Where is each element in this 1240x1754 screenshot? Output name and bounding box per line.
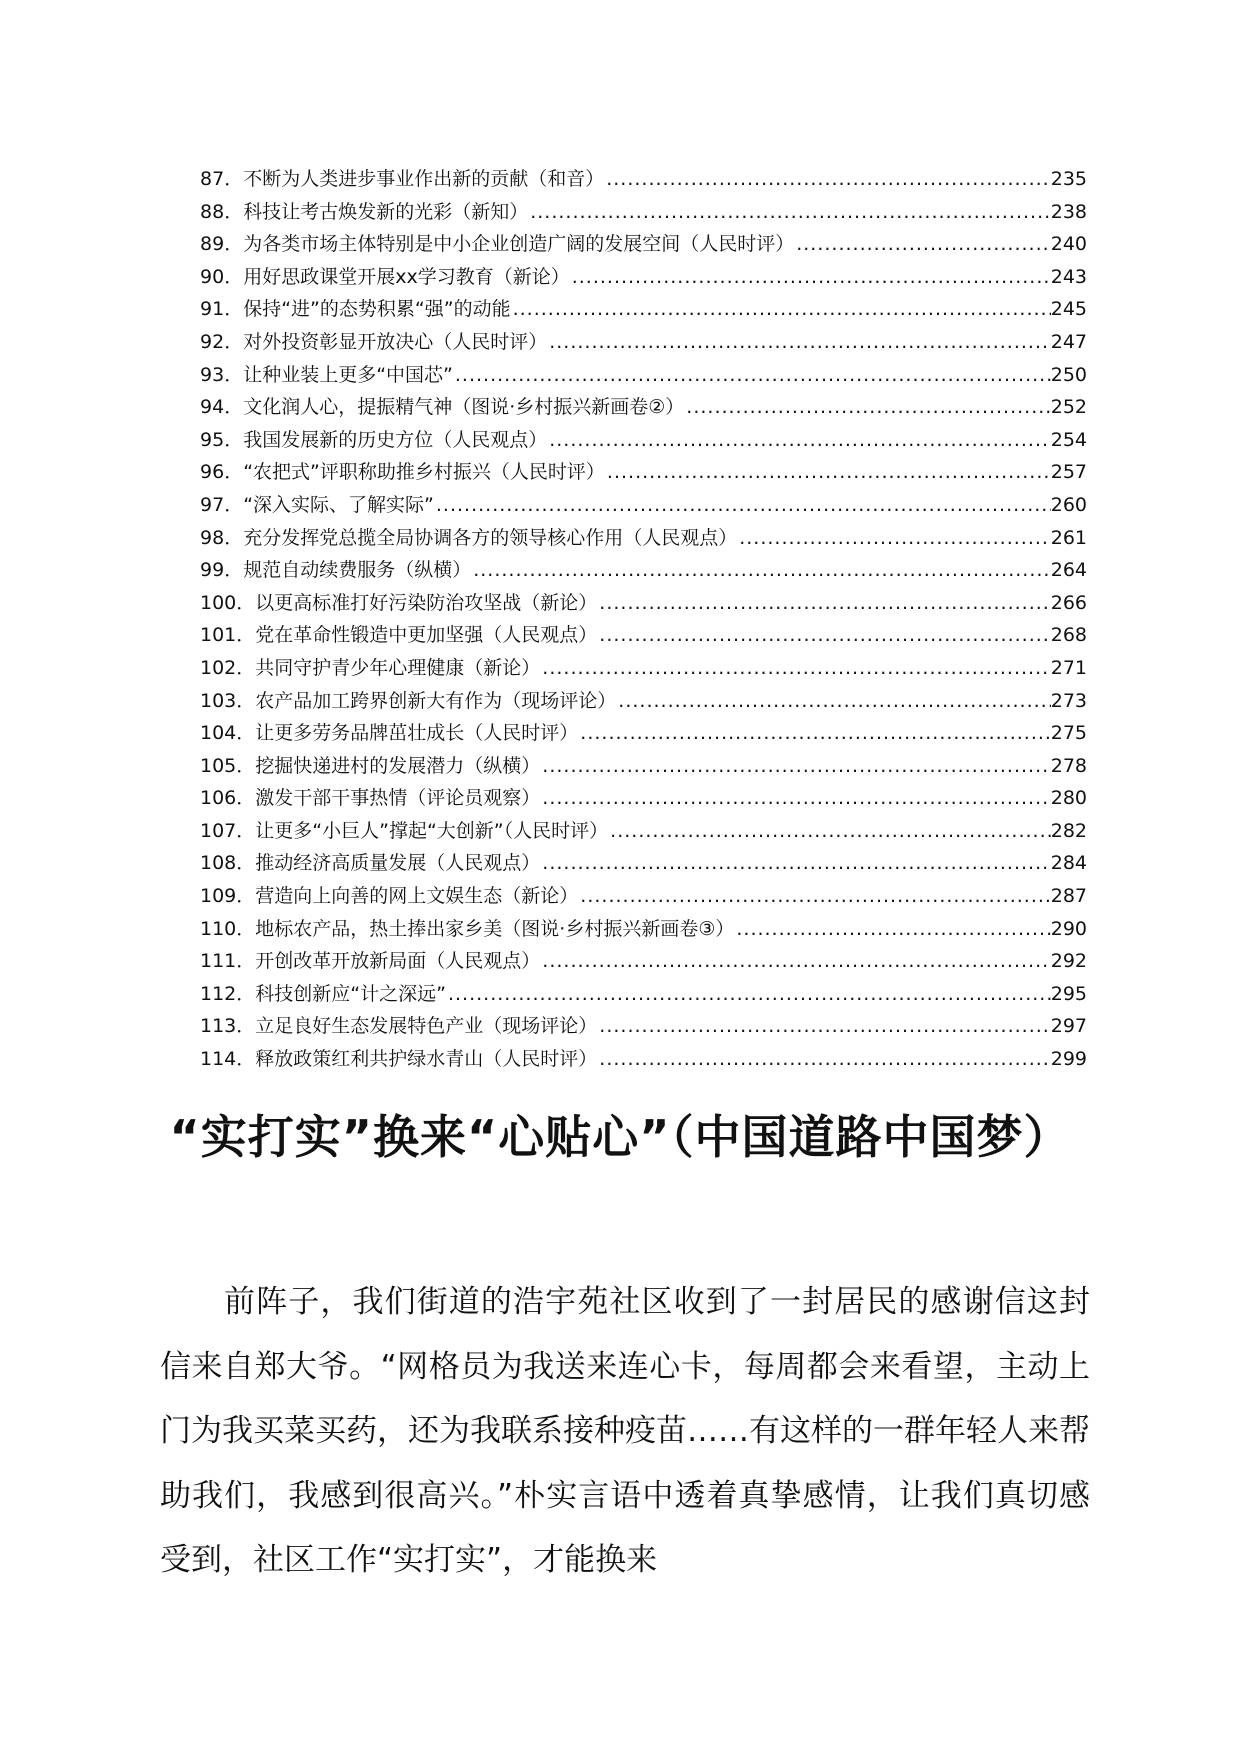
- toc-entry-title: 开创改革开放新局面（人民观点）: [255, 950, 541, 973]
- toc-entry-page: 292: [1050, 950, 1087, 973]
- toc-entry-title: 推动经济高质量发展（人民观点）: [255, 852, 541, 875]
- toc-leader-dots: [434, 489, 1051, 522]
- toc-entry-number: 106: [200, 787, 237, 810]
- toc-entry[interactable]: [200, 847, 1087, 880]
- toc-entry-separator: ．: [224, 168, 244, 190]
- toc-entry-title: 文化润人心，提振精气神（图说·乡村振兴新画卷②）: [243, 396, 685, 419]
- toc-entry-title: 充分发挥党总揽全局协调各方的领导核心作用（人民观点）: [243, 526, 738, 549]
- toc-entry-number: 114: [200, 1048, 237, 1071]
- toc-entry-number: 87: [200, 168, 225, 190]
- toc-entry[interactable]: [200, 456, 1087, 489]
- toc-leader-dots: [794, 228, 1051, 261]
- toc-entry-page: 240: [1050, 233, 1087, 256]
- toc-entry-separator: ．: [224, 461, 244, 484]
- toc-entry-separator: ．: [236, 722, 256, 745]
- toc-entry[interactable]: [200, 880, 1087, 913]
- toc-entry[interactable]: [200, 815, 1087, 848]
- toc-entry-title: 我国发展新的历史方位（人民观点）: [243, 428, 548, 451]
- toc-entry-number: 91: [200, 298, 225, 321]
- toc-entry-page: 243: [1050, 265, 1087, 288]
- toc-entry-separator: ．: [236, 591, 256, 614]
- toc-leader-dots: [453, 359, 1051, 392]
- toc-entry-page: 280: [1050, 787, 1087, 810]
- toc-entry-separator: ．: [224, 233, 244, 256]
- toc-entry-page: 238: [1050, 200, 1087, 223]
- toc-leader-dots: [734, 913, 1050, 946]
- toc-entry[interactable]: [200, 652, 1087, 685]
- toc-entry-separator: ．: [224, 330, 244, 353]
- toc-entry-page: 235: [1050, 168, 1087, 190]
- toc-entry-page: 250: [1050, 363, 1087, 386]
- toc-entry-separator: ．: [236, 656, 256, 679]
- toc-entry[interactable]: [200, 522, 1087, 555]
- toc-entry-number: 98: [200, 526, 225, 549]
- toc-entry-separator: ．: [236, 1015, 256, 1038]
- toc-entry-number: 110: [200, 917, 237, 940]
- toc-entry-separator: ．: [236, 982, 256, 1005]
- toc-entry-page: 297: [1050, 1015, 1087, 1038]
- article-body: 前阵子，我们街道的浩宇苑社区收到了一封居民的感谢信这封信来自郑大爷。“网格员为我送来连心卡，每周都会来看望，主动上门为我买菜买药，还为我联系接种疫苗……有这样的一群年轻人来帮助我们，我感到很高兴。”朴实言语中透着真挚感情，让我们真切感受到，社区工作“实打实”，才能换来: [160, 1284, 1090, 1578]
- toc-entry-title: “深入实际、了解实际”: [243, 493, 434, 516]
- toc-entry-number: 99: [200, 559, 225, 582]
- toc-entry[interactable]: [200, 782, 1087, 815]
- toc-entry-number: 92: [200, 330, 225, 353]
- toc-entry-number: 101: [200, 624, 237, 647]
- toc-entry-number: 96: [200, 461, 225, 484]
- toc-entry[interactable]: [200, 978, 1087, 1011]
- toc-entry-page: 287: [1050, 885, 1087, 908]
- toc-entry-title: 科技创新应“计之深远”: [255, 982, 446, 1005]
- toc-leader-dots: [446, 978, 1051, 1011]
- toc-entry-page: 299: [1050, 1048, 1087, 1071]
- toc-entry-title: 不断为人类进步事业作出新的贡献（和音）: [243, 168, 605, 190]
- toc-entry-number: 103: [200, 689, 237, 712]
- toc-entry-page: 260: [1050, 493, 1087, 516]
- toc-entry-separator: ．: [236, 917, 256, 940]
- toc-leader-dots: [540, 750, 1050, 783]
- toc-entry-separator: ．: [236, 1048, 256, 1071]
- article-title: “实打实”换来“心贴心”（中国道路中国梦）: [169, 1110, 1071, 1164]
- toc-leader-dots: [547, 424, 1051, 457]
- toc-entry[interactable]: [200, 1043, 1087, 1076]
- toc-entry-separator: ．: [236, 852, 256, 875]
- toc-leader-dots: [471, 554, 1051, 587]
- toc-entry-number: 108: [200, 852, 237, 875]
- toc-leader-dots: [540, 847, 1050, 880]
- toc-leader-dots: [597, 619, 1050, 652]
- toc-leader-dots: [528, 196, 1051, 229]
- toc-entry[interactable]: [200, 163, 1087, 196]
- toc-entry[interactable]: [200, 391, 1087, 424]
- toc-leader-dots: [511, 293, 1051, 326]
- toc-entry-separator: ．: [224, 363, 244, 386]
- toc-entry-title: 立足良好生态发展特色产业（现场评论）: [255, 1015, 598, 1038]
- toc-entry-title: 让更多“小巨人”撑起“大创新”（人民时评）: [255, 819, 609, 842]
- toc-leader-dots: [604, 163, 1051, 196]
- toc-entry-separator: ．: [224, 493, 244, 516]
- toc-entry-title: 保持“进”的态势积累“强”的动能: [243, 298, 511, 321]
- toc-entry-title: 共同守护青少年心理健康（新论）: [255, 656, 541, 679]
- toc-entry-number: 102: [200, 656, 237, 679]
- toc-entry-separator: ．: [224, 298, 244, 321]
- toc-entry-page: 271: [1050, 656, 1087, 679]
- toc-entry-page: 257: [1050, 461, 1087, 484]
- toc-entry[interactable]: [200, 750, 1087, 783]
- table-of-contents: [200, 163, 1087, 1076]
- toc-entry-title: 地标农产品，热土捧出家乡美（图说·乡村振兴新画卷③）: [255, 917, 735, 940]
- toc-entry-separator: ．: [236, 819, 256, 842]
- toc-entry-separator: ．: [236, 950, 256, 973]
- toc-leader-dots: [540, 945, 1050, 978]
- toc-entry-page: 247: [1050, 330, 1087, 353]
- toc-entry-separator: ．: [236, 624, 256, 647]
- toc-leader-dots: [547, 326, 1051, 359]
- toc-entry-number: 94: [200, 396, 225, 419]
- toc-entry-number: 107: [200, 819, 237, 842]
- toc-entry-title: 让更多劳务品牌茁壮成长（人民时评）: [255, 722, 579, 745]
- toc-entry-title: 用好思政课堂开展xx学习教育（新论）: [243, 265, 570, 288]
- toc-entry-number: 97: [200, 493, 225, 516]
- toc-leader-dots: [605, 456, 1051, 489]
- toc-entry[interactable]: [200, 619, 1087, 652]
- toc-entry-number: 90: [200, 265, 225, 288]
- toc-entry[interactable]: [200, 554, 1087, 587]
- toc-entry-number: 93: [200, 363, 225, 386]
- toc-entry-number: 104: [200, 722, 237, 745]
- toc-entry-page: 264: [1050, 559, 1087, 582]
- toc-entry-separator: ．: [236, 787, 256, 810]
- toc-leader-dots: [597, 1043, 1050, 1076]
- toc-entry-number: 88: [200, 200, 225, 223]
- toc-entry-title: 规范自动续费服务（纵横）: [243, 559, 472, 582]
- toc-entry-separator: ．: [236, 689, 256, 712]
- toc-entry-page: 295: [1050, 982, 1087, 1005]
- toc-entry-title: 以更高标准打好污染防治攻坚战（新论）: [255, 591, 598, 614]
- toc-leader-dots: [597, 587, 1050, 620]
- toc-entry-page: 266: [1050, 591, 1087, 614]
- toc-entry-page: 284: [1050, 852, 1087, 875]
- toc-entry[interactable]: [200, 228, 1087, 261]
- toc-entry-number: 95: [200, 428, 225, 451]
- toc-entry-page: 290: [1050, 917, 1087, 940]
- toc-entry-separator: ．: [224, 559, 244, 582]
- toc-entry-separator: ．: [224, 428, 244, 451]
- toc-entry-page: 254: [1050, 428, 1087, 451]
- toc-leader-dots: [578, 880, 1050, 913]
- toc-entry[interactable]: [200, 424, 1087, 457]
- toc-entry-title: 对外投资彰显开放决心（人民时评）: [243, 330, 548, 353]
- toc-entry-page: 252: [1050, 396, 1087, 419]
- toc-entry[interactable]: [200, 913, 1087, 946]
- toc-entry-number: 109: [200, 885, 237, 908]
- toc-entry-number: 100: [200, 591, 237, 614]
- toc-entry-title: 为各类市场主体特别是中小企业创造广阔的发展空间（人民时评）: [243, 233, 795, 256]
- toc-entry-page: 282: [1050, 819, 1087, 842]
- toc-entry-title: 党在革命性锻造中更加坚强（人民观点）: [255, 624, 598, 647]
- toc-entry-page: 278: [1050, 754, 1087, 777]
- toc-entry-page: 273: [1050, 689, 1087, 712]
- toc-entry-title: 激发干部干事热情（评论员观察）: [255, 787, 541, 810]
- toc-entry[interactable]: [200, 685, 1087, 718]
- toc-entry[interactable]: [200, 326, 1087, 359]
- toc-leader-dots: [597, 1010, 1050, 1043]
- toc-entry-title: 营造向上向善的网上文娱生态（新论）: [255, 885, 579, 908]
- toc-leader-dots: [608, 815, 1051, 848]
- toc-leader-dots: [570, 261, 1051, 294]
- toc-leader-dots: [578, 717, 1050, 750]
- toc-leader-dots: [540, 652, 1050, 685]
- toc-leader-dots: [616, 685, 1050, 718]
- toc-entry-separator: ．: [236, 754, 256, 777]
- toc-entry-page: 245: [1050, 298, 1087, 321]
- toc-entry-page: 275: [1050, 722, 1087, 745]
- toc-entry-separator: ．: [224, 396, 244, 419]
- toc-entry-title: “农把式”评职称助推乡村振兴（人民时评）: [243, 461, 605, 484]
- toc-entry[interactable]: [200, 1010, 1087, 1043]
- toc-entry[interactable]: [200, 261, 1087, 294]
- toc-entry[interactable]: [200, 587, 1087, 620]
- toc-leader-dots: [737, 522, 1051, 555]
- toc-entry-number: 112: [200, 982, 237, 1005]
- toc-entry-page: 268: [1050, 624, 1087, 647]
- toc-entry-number: 105: [200, 754, 237, 777]
- toc-entry-page: 261: [1050, 526, 1087, 549]
- toc-entry-separator: ．: [224, 265, 244, 288]
- toc-entry-title: 释放政策红利共护绿水青山（人民时评）: [255, 1048, 598, 1071]
- toc-entry-separator: ．: [224, 200, 244, 223]
- toc-entry-number: 111: [200, 950, 237, 973]
- toc-entry-separator: ．: [236, 885, 256, 908]
- toc-entry[interactable]: [200, 293, 1087, 326]
- toc-entry-title: 农产品加工跨界创新大有作为（现场评论）: [255, 689, 617, 712]
- toc-entry[interactable]: [200, 717, 1087, 750]
- toc-entry[interactable]: [200, 489, 1087, 522]
- toc-entry-number: 89: [200, 233, 225, 256]
- toc-entry-title: 挖掘快递进村的发展潜力（纵横）: [255, 754, 541, 777]
- toc-leader-dots: [684, 391, 1050, 424]
- toc-entry-title: 科技让考古焕发新的光彩（新知）: [243, 200, 529, 223]
- toc-leader-dots: [540, 782, 1050, 815]
- toc-entry[interactable]: [200, 945, 1087, 978]
- toc-entry-title: 让种业装上更多“中国芯”: [243, 363, 453, 386]
- toc-entry[interactable]: [200, 196, 1087, 229]
- toc-entry[interactable]: [200, 359, 1087, 392]
- toc-entry-number: 113: [200, 1015, 237, 1038]
- toc-entry-separator: ．: [224, 526, 244, 549]
